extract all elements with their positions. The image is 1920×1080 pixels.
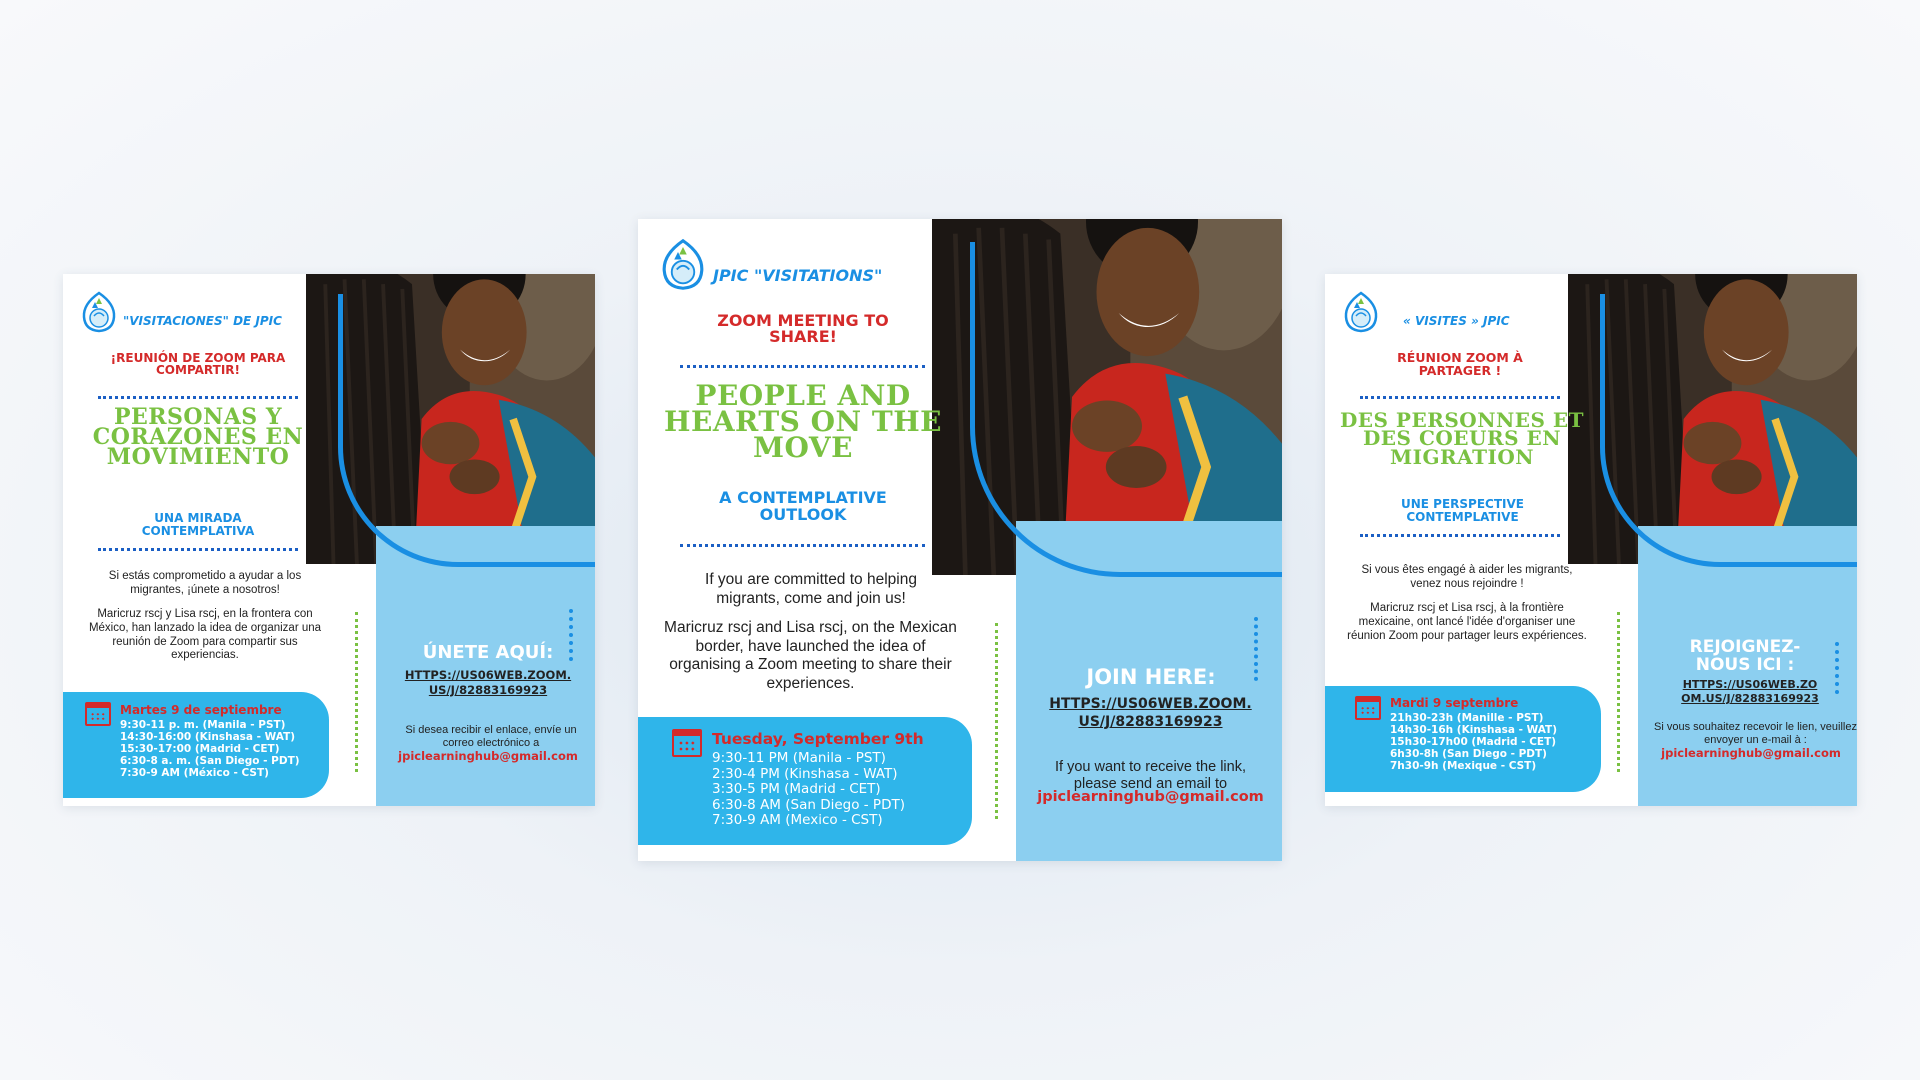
event-date: Tuesday, September 9th <box>712 730 924 748</box>
brand-title: "VISITACIONES" DE JPIC <box>123 314 282 328</box>
sub-title: UNA MIRADA CONTEMPLATIVA <box>141 511 255 538</box>
flyer-french <box>1325 274 1857 806</box>
time-item: 9:30-11 p. m. (Manila - PST) <box>120 719 286 731</box>
receive-text: Si desea recibir el enlace, envíe un correo electrónico a <box>405 724 577 749</box>
photo-two-women-hugging <box>306 274 595 564</box>
calendar-icon <box>672 729 702 757</box>
main-title: PEOPLE AND HEARTS ON THE MOVE <box>664 379 942 464</box>
times-list <box>120 719 300 779</box>
join-title: REJOIGNEZ-NOUS ICI : <box>1689 637 1801 675</box>
time-item: 9:30-11 PM (Manila - PST) <box>712 750 886 766</box>
event-date: Mardi 9 septembre <box>1390 696 1519 710</box>
join-title: JOIN HERE: <box>1086 665 1216 689</box>
brand-title: JPIC "VISITATIONS" <box>713 266 883 285</box>
time-item: 6:30-8 AM (San Diego - PDT) <box>712 796 905 813</box>
time-item: 14:30-16:00 (Kinshasa - WAT) <box>120 731 296 744</box>
zoom-title: RÉUNION ZOOM À PARTAGER ! <box>1397 350 1523 378</box>
flyer-english <box>638 219 1282 861</box>
calendar-icon <box>85 702 111 726</box>
time-item: 2:30-4 PM (Kinshasa - WAT) <box>712 765 898 782</box>
invite-text: If you are committed to helping migrants, come and join us! <box>705 571 917 607</box>
zoom-link[interactable]: HTTPS://US06WEB.ZO OM.US/J/82883169923 <box>1681 678 1819 706</box>
time-item: 14h30-16h (Kinshasa - WAT) <box>1390 724 1558 737</box>
zoom-link[interactable]: HTTPS://US06WEB.ZOOM. US/J/82883169923 <box>404 668 572 697</box>
time-item: 3:30-5 PM (Madrid - CET) <box>712 781 881 798</box>
times-list <box>1390 712 1557 772</box>
brand-title: « VISITES » JPIC <box>1403 314 1510 328</box>
zoom-title: ZOOM MEETING TO SHARE! <box>717 311 889 346</box>
time-item: 7h30-9h (Mexique - CST) <box>1390 760 1537 773</box>
time-item: 6h30-8h (San Diego - PDT) <box>1390 748 1547 761</box>
sub-title: UNE PERSPECTIVE CONTEMPLATIVE <box>1401 497 1524 524</box>
zoom-link[interactable]: HTTPS://US06WEB.ZOOM. US/J/82883169923 <box>1049 696 1252 731</box>
calendar-icon <box>1355 696 1381 720</box>
contact-email[interactable]: jpiclearninghub@gmail.com <box>1661 746 1841 760</box>
join-panel <box>376 526 595 806</box>
photo-two-women-hugging <box>1568 274 1857 564</box>
receive-text: If you want to receive the link, please send an email to <box>1054 759 1246 792</box>
jpic-logo-icon <box>658 237 708 292</box>
time-item: 7:30-9 AM (Mexico - CST) <box>712 812 883 829</box>
description-text: Maricruz rscj et Lisa rscj, à la frontière mexicaine, ont lancé l'idée d'organiser une réunion Zoom pour partager leurs expériences. <box>1347 602 1587 642</box>
event-date: Martes 9 de septiembre <box>120 703 282 717</box>
zoom-title: ¡REUNIÓN DE ZOOM PARA COMPARTIR! <box>110 351 286 377</box>
contact-email[interactable]: jpiclearninghub@gmail.com <box>398 749 578 763</box>
flyer-spanish <box>63 274 595 806</box>
time-item: 21h30-23h (Manille - PST) <box>1390 712 1544 724</box>
time-item: 15h30-17h00 (Madrid - CET) <box>1390 736 1557 749</box>
sub-title: A CONTEMPLATIVE OUTLOOK <box>719 488 887 524</box>
join-panel <box>1016 521 1282 861</box>
main-title: DES PERSONNES ET DES COEURS EN MIGRATION <box>1339 408 1585 469</box>
jpic-logo-icon <box>79 290 119 334</box>
description-text: Maricruz rscj and Lisa rscj, on the Mexican border, have launched the idea of organising a Zoom meeting to share their experiences. <box>664 619 957 692</box>
invite-text: Si estás comprometido a ayudar a los migrantes, ¡únete a nosotros! <box>108 570 302 596</box>
join-title: ÚNETE AQUÍ: <box>422 642 554 663</box>
jpic-logo-icon <box>1341 290 1381 334</box>
time-item: 7:30-9 AM (México - CST) <box>120 767 269 780</box>
time-item: 6:30-8 a. m. (San Diego - PDT) <box>120 755 300 768</box>
receive-text: Si vous souhaitez recevoir le lien, veuillez envoyer un e-mail à : <box>1654 721 1857 746</box>
time-item: 15:30-17:00 (Madrid - CET) <box>120 743 280 756</box>
description-text: Maricruz rscj y Lisa rscj, en la frontera con México, han lanzado la idea de organizar una reunión de Zoom para compartir sus experiencias. <box>88 608 322 662</box>
contact-email[interactable]: jpiclearninghub@gmail.com <box>1037 789 1264 805</box>
invite-text: Si vous êtes engagé à aider les migrants, venez nous rejoindre ! <box>1361 564 1573 590</box>
main-title: PERSONAS Y CORAZONES EN MOVIMIENTO <box>92 404 304 471</box>
times-list <box>712 751 905 829</box>
